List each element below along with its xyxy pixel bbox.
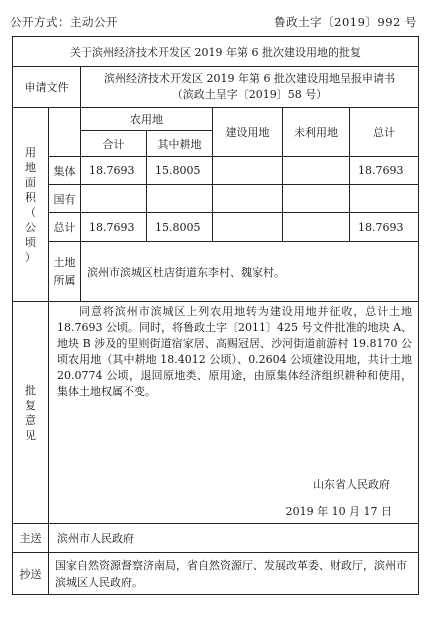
application-label: 申请文件 <box>13 67 81 108</box>
construction-land-header: 建设用地 <box>213 108 283 157</box>
subtotal-cell: 18.7693 <box>81 213 147 242</box>
unused-cell <box>283 157 350 185</box>
main-recipient: 滨州市人民政府 <box>49 524 419 553</box>
publicity-mode: 公开方式：主动公开 <box>10 15 118 29</box>
land-location-label: 土地 所属 <box>49 242 81 302</box>
unused-cell <box>283 213 350 242</box>
approval-text: 同意将滨州市滨城区上列农用地转为建设用地并征收，总计土地 18.7693 公顷。同时，将鲁政土字〔2011〕425 号文件批准的地块 A、地块 B 涉及的里则街道宿家居、高赐冠居、沙河街道前游村 19.8170 公顷农用地（其中耕地 18.4012 公顷）、0.2604 公顷建设用地，共计土地 20.0774 公顷，退回原地类、原用途，由原集体经济组织耕种和使用，集体土地权属不变。 <box>57 305 413 398</box>
main-recipient-label: 主送 <box>13 524 49 553</box>
table-row-collective <box>13 157 419 185</box>
signing-authority: 山东省人民政府 <box>313 478 391 491</box>
approval-date: 2019 年 10 月 17 日 <box>285 505 393 518</box>
farmland-cell <box>147 185 213 213</box>
farmland-header: 其中耕地 <box>147 131 213 157</box>
row-label: 国有 <box>49 185 81 213</box>
total-cell: 18.7693 <box>350 157 419 185</box>
land-location: 滨州市滨城区杜店街道东李村、魏家村。 <box>81 242 419 302</box>
total-cell: 18.7693 <box>350 213 419 242</box>
approval-opinion <box>49 302 419 524</box>
cc-recipients: 国家自然资源督察济南局，省自然资源厅、发展改革委、财政厅，滨州市滨城区人民政府。 <box>49 553 419 595</box>
subtotal-cell: 18.7693 <box>81 157 147 185</box>
header-blank-cell <box>49 108 81 157</box>
construction-cell <box>213 157 283 185</box>
land-area-label: 用 地 面 积 （ 公 顷 ） <box>13 108 49 302</box>
approval-table <box>12 36 419 595</box>
agricultural-land-header: 农用地 <box>81 108 213 131</box>
row-label: 总计 <box>49 213 81 242</box>
total-cell <box>350 185 419 213</box>
approval-opinion-label: 批 复 意 见 <box>13 302 49 524</box>
farmland-cell: 15.8005 <box>147 157 213 185</box>
table-row-state <box>13 185 419 213</box>
application-line-1: 滨州经济技术开发区 2019 年第 6 批次建设用地呈报申请书 <box>104 72 396 85</box>
row-label: 集体 <box>49 157 81 185</box>
total-header: 总计 <box>350 108 419 157</box>
farmland-cell: 15.8005 <box>147 213 213 242</box>
table-row-total <box>13 213 419 242</box>
unused-land-header: 未利用地 <box>283 108 350 157</box>
unused-cell <box>283 185 350 213</box>
application-line-2: （滨政土呈字〔2019〕58 号） <box>171 88 328 101</box>
cc-label: 抄送 <box>13 553 49 595</box>
application-document <box>81 67 419 108</box>
subtotal-header: 合计 <box>81 131 147 157</box>
document-number: 鲁政土字〔2019〕992 号 <box>274 15 417 29</box>
construction-cell <box>213 185 283 213</box>
subtotal-cell <box>81 185 147 213</box>
document-title: 关于滨州经济技术开发区 2019 年第 6 批次建设用地的批复 <box>13 37 419 67</box>
construction-cell <box>213 213 283 242</box>
